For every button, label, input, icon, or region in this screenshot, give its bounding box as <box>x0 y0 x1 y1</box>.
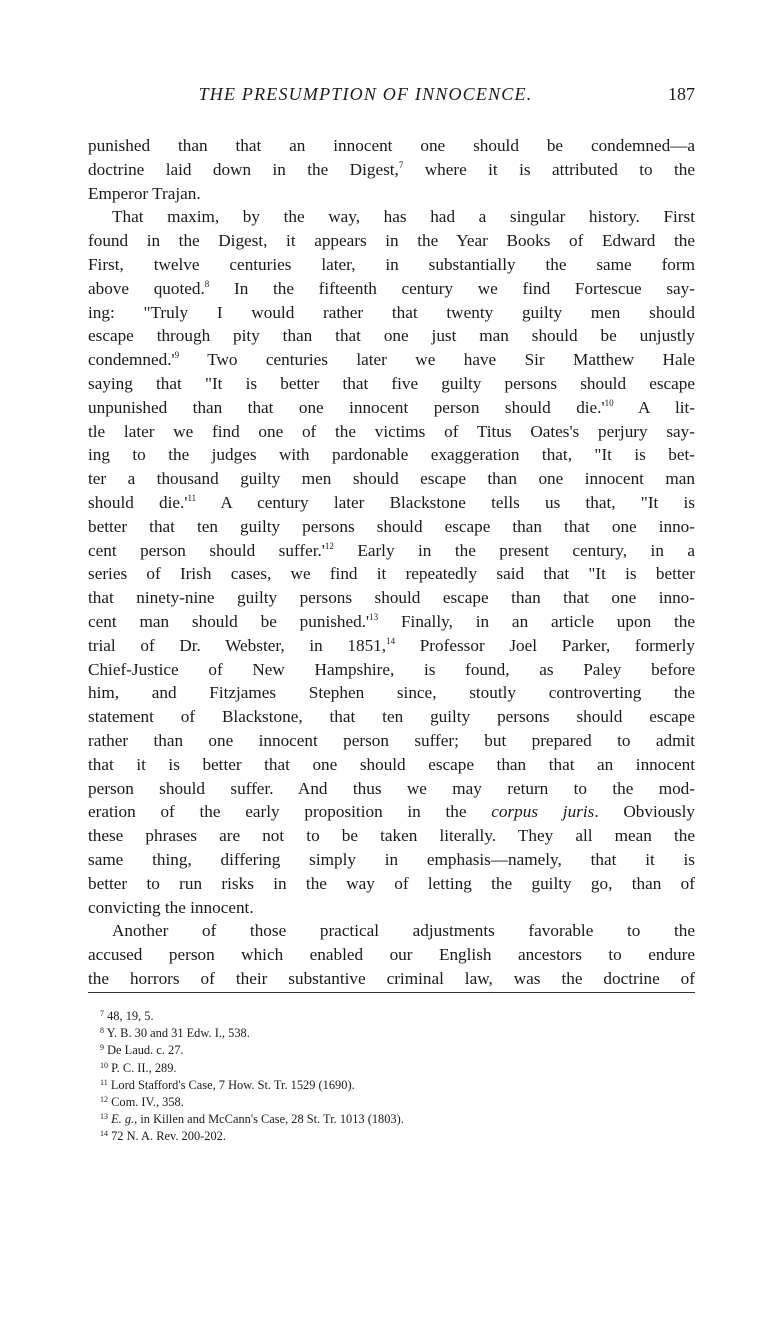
text-run: First, twelve centuries later, in substantially the same form <box>88 254 695 274</box>
text-run: Professor Joel Parker, formerly <box>395 635 695 655</box>
text-line <box>88 848 695 872</box>
footnote-reference: 9 <box>100 1043 104 1053</box>
footnotes <box>100 1008 404 1146</box>
text-run: above quoted. <box>88 278 205 298</box>
text-run: Early in the present century, in a <box>333 540 695 560</box>
text-line <box>88 562 695 586</box>
text-line <box>88 705 695 729</box>
text-run: A century later Blackstone tells us that, "It is <box>196 492 695 512</box>
italic-text: corpus juris <box>491 802 595 822</box>
text-line <box>88 301 695 325</box>
footnote <box>100 1128 404 1145</box>
text-run: same thing, differing simply in emphasis—namely, that it is <box>88 849 695 869</box>
text-run: Com. IV., 358. <box>111 1094 184 1109</box>
text-run: Chief-Justice of New Hampshire, is found, as Paley before <box>88 659 695 679</box>
text-run: P. C. II., 289. <box>111 1060 177 1075</box>
text-line <box>88 134 695 158</box>
text-run: Two centuries later we have Sir Matthew Hale <box>179 350 695 370</box>
text-run: that ninety-nine guilty persons should escape than that one inno- <box>88 588 695 608</box>
footnote-reference: 10 <box>604 397 614 408</box>
text-run: Finally, in an article upon the <box>378 611 696 631</box>
text-run: doctrine laid down in the Digest, <box>88 159 399 179</box>
footnote-reference: 14 <box>100 1129 108 1139</box>
text-run: person should suffer. And thus we may return to the mod- <box>88 778 695 798</box>
text-line <box>88 205 695 229</box>
footnote-reference: 7 <box>100 1009 104 1018</box>
text-run: 48, 19, 5. <box>107 1009 154 1023</box>
page-header <box>88 84 695 108</box>
text-run: better that ten guilty persons should escape than that one inno- <box>88 516 695 536</box>
text-run: Another of those practical adjustments favorable to the <box>112 921 695 941</box>
footnote <box>100 1077 404 1094</box>
footnote <box>100 1025 404 1042</box>
text-line <box>88 229 695 253</box>
text-line <box>88 824 695 848</box>
text-line <box>88 634 695 658</box>
text-run: Y. B. 30 and 31 Edw. I., 538. <box>106 1026 250 1041</box>
text-run: Emperor Trajan. <box>88 183 201 203</box>
footnote <box>100 1094 404 1111</box>
text-run: convicting the innocent. <box>88 897 254 917</box>
text-line <box>88 800 695 824</box>
text-line <box>88 777 695 801</box>
text-run: rather than one innocent person suffer; but prepared to admit <box>88 730 695 750</box>
text-run: 72 N. A. Rev. 200-202. <box>111 1129 226 1144</box>
text-run: Lord Stafford's Case, 7 How. St. Tr. 1529 (1690). <box>110 1077 355 1092</box>
footnote-reference: 10 <box>100 1060 108 1070</box>
text-run: condemned.' <box>88 350 175 370</box>
body-text <box>88 134 695 991</box>
text-run: better to run risks in the way of letting the guilty go, than of <box>88 873 695 893</box>
page-number: 187 <box>668 84 695 104</box>
footnote <box>100 1060 404 1077</box>
footnote-reference: 13 <box>369 611 379 622</box>
footnote-reference: 13 <box>100 1112 108 1122</box>
text-run: ing: "Truly I would rather that twenty guilty men should <box>88 302 695 322</box>
text-line <box>88 324 695 348</box>
footnote-divider <box>88 992 695 993</box>
text-run: trial of Dr. Webster, in 1851, <box>88 635 387 655</box>
text-line <box>88 372 695 396</box>
text-run: ter a thousand guilty men should escape than one innocent man <box>88 469 695 489</box>
text-line <box>88 420 695 444</box>
text-line <box>88 943 695 967</box>
text-line <box>88 253 695 277</box>
text-line <box>88 467 695 491</box>
text-line <box>88 277 695 301</box>
text-line <box>88 919 695 943</box>
text-run: cent person should suffer.' <box>88 540 325 560</box>
text-line <box>88 182 695 206</box>
text-run: escape through pity than that one just man should be unjustly <box>88 326 695 346</box>
text-run: found in the Digest, it appears in the Year Books of Edward the <box>88 231 695 251</box>
text-line <box>88 681 695 705</box>
text-line <box>88 348 695 372</box>
text-run: series of Irish cases, we find it repeatedly said that "It is better <box>88 564 695 584</box>
text-run: should die.' <box>88 492 188 512</box>
text-line <box>88 753 695 777</box>
text-line <box>88 491 695 515</box>
text-line <box>88 396 695 420</box>
text-run: saying that "It is better that five guilty persons should escape <box>88 373 695 393</box>
text-run: him, and Fitzjames Stephen since, stoutly controverting the <box>88 683 695 703</box>
footnote <box>100 1111 404 1128</box>
text-run: statement of Blackstone, that ten guilty persons should escape <box>88 707 695 727</box>
footnote <box>100 1008 404 1025</box>
footnote-reference: 11 <box>100 1077 108 1087</box>
text-run: these phrases are not to be taken literally. They all mean the <box>88 826 695 846</box>
text-line <box>88 539 695 563</box>
text-line <box>88 158 695 182</box>
text-run: De Laud. c. 27. <box>107 1043 184 1058</box>
text-run: unpunished than that one innocent person should die.' <box>88 397 605 417</box>
footnote-reference: 14 <box>386 635 396 646</box>
footnote-reference: 9 <box>174 350 180 361</box>
text-run: punished than that an innocent one should be condemned—a <box>88 136 695 155</box>
text-line <box>88 872 695 896</box>
footnote-reference: 12 <box>100 1094 108 1104</box>
text-line <box>88 967 695 991</box>
text-run: the horrors of their substantive criminal law, was the doctrine of <box>88 968 695 988</box>
text-run: where it is attributed to the <box>403 159 695 179</box>
text-line <box>88 610 695 634</box>
text-run: ing to the judges with pardonable exaggeration that, "It is bet- <box>88 445 695 465</box>
text-run: . Obviously <box>594 802 695 822</box>
footnote-reference: 12 <box>324 540 334 551</box>
italic-text: E. g. <box>111 1112 135 1127</box>
footnote-reference: 8 <box>100 1026 104 1036</box>
text-line <box>88 586 695 610</box>
text-line <box>88 443 695 467</box>
text-run: , in Killen and McCann's Case, 28 St. Tr. 1013 (1803). <box>134 1112 404 1127</box>
text-run: cent man should be punished.' <box>88 611 370 631</box>
footnote <box>100 1042 404 1059</box>
footnote-reference: 7 <box>398 159 404 170</box>
text-run: That maxim, by the way, has had a singular history. First <box>112 207 695 227</box>
text-run: that it is better that one should escape than that an innocent <box>88 754 695 774</box>
text-run: A lit- <box>613 397 695 417</box>
text-run: accused person which enabled our English ancestors to endure <box>88 945 695 965</box>
text-run: eration of the early proposition in the <box>88 802 492 822</box>
text-run: In the fifteenth century we find Fortescue say- <box>209 278 695 298</box>
text-line <box>88 729 695 753</box>
footnote-reference: 8 <box>204 278 210 289</box>
text-line <box>88 515 695 539</box>
footnote-reference: 11 <box>187 492 197 503</box>
text-line <box>88 896 695 920</box>
running-title: THE PRESUMPTION OF INNOCENCE. <box>198 84 533 104</box>
text-line <box>88 658 695 682</box>
text-run: tle later we find one of the victims of Titus Oates's perjury say- <box>88 421 695 441</box>
